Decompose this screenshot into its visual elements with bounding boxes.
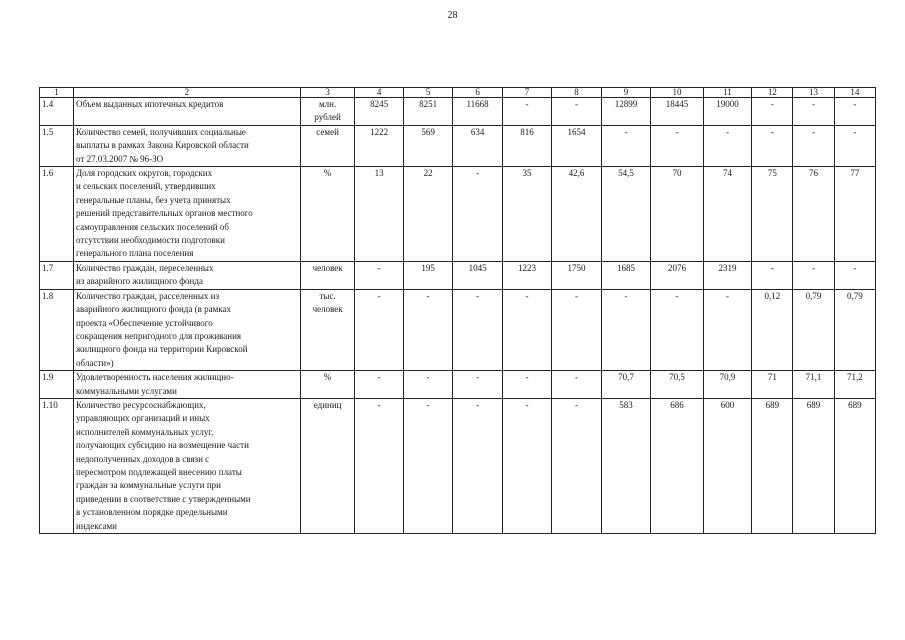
text-line: Удовлетворенность населения жилищно-	[76, 372, 234, 383]
value-cell: -	[552, 398, 601, 533]
column-number-13: 13	[793, 88, 834, 98]
value-cell: 18445	[651, 98, 704, 126]
value-cell: -	[703, 125, 751, 166]
text-line: самоуправления сельских поселений об	[76, 221, 229, 232]
value-cell: 1223	[502, 261, 551, 289]
value-cell: -	[355, 371, 403, 399]
value-cell: -	[793, 98, 834, 126]
value-cell: 2076	[651, 261, 704, 289]
text-line: из аварийного жилищного фонда	[76, 276, 203, 287]
text-line: Количество семей, получивших социальные	[76, 126, 246, 137]
table-row	[40, 261, 876, 289]
indicator-name	[74, 371, 301, 399]
text-line: %	[323, 168, 332, 179]
value-cell: 0,79	[793, 289, 834, 370]
value-cell: 22	[403, 167, 452, 262]
value-cell: 71,2	[834, 371, 875, 399]
value-cell: -	[453, 398, 502, 533]
table-row	[40, 167, 876, 262]
value-cell: -	[552, 98, 601, 126]
value-cell: -	[793, 261, 834, 289]
value-cell: 71,1	[793, 371, 834, 399]
value-cell: 77	[834, 167, 875, 262]
value-cell: 70,9	[703, 371, 751, 399]
value-cell: 2319	[703, 261, 751, 289]
value-cell: 1750	[552, 261, 601, 289]
value-cell: 35	[502, 167, 551, 262]
row-number: 1.7	[40, 261, 74, 289]
column-number-3: 3	[300, 88, 355, 98]
column-number-5: 5	[403, 88, 452, 98]
row-number: 1.10	[40, 398, 74, 533]
value-cell: -	[403, 371, 452, 399]
row-number: 1.6	[40, 167, 74, 262]
row-number: 1.9	[40, 371, 74, 399]
table-row	[40, 98, 876, 126]
indicator-name	[74, 98, 301, 126]
text-line: и сельских поселений, утвердивших	[76, 181, 216, 192]
value-cell: -	[651, 289, 704, 370]
text-line: граждан за коммунальные услуги при	[76, 480, 221, 491]
value-cell: 75	[752, 167, 793, 262]
value-cell: -	[834, 98, 875, 126]
value-cell: 74	[703, 167, 751, 262]
value-cell: -	[752, 98, 793, 126]
column-number-row	[40, 88, 876, 98]
text-line: жилищного фонда на территории Кировской	[76, 344, 248, 355]
table-body	[40, 88, 876, 534]
value-cell: 686	[651, 398, 704, 533]
column-number-8: 8	[552, 88, 601, 98]
text-line: генерального плана поселения	[76, 248, 194, 259]
value-cell: 76	[793, 167, 834, 262]
text-line: семей	[316, 126, 339, 137]
value-cell: 42,6	[552, 167, 601, 262]
text-line: исполнителей коммунальных услуг,	[76, 426, 214, 437]
text-line: коммунальными услугами	[76, 385, 177, 396]
indicator-name	[74, 289, 301, 370]
text-line: млн.	[318, 99, 337, 109]
text-line: в установленном порядке предельными	[76, 507, 228, 518]
unit-of-measure	[300, 261, 355, 289]
unit-of-measure	[300, 98, 355, 126]
value-cell: 70,5	[651, 371, 704, 399]
text-line: от 27.03.2007 № 96-ЗО	[76, 153, 164, 164]
value-cell: 1222	[355, 125, 403, 166]
text-line: проекта «Обеспечение устойчивого	[76, 317, 213, 328]
value-cell: 583	[601, 398, 650, 533]
value-cell: -	[752, 261, 793, 289]
value-cell: -	[601, 289, 650, 370]
table-row	[40, 398, 876, 533]
column-number-10: 10	[651, 88, 704, 98]
value-cell: 11668	[453, 98, 502, 126]
value-cell: -	[355, 289, 403, 370]
column-number-6: 6	[453, 88, 502, 98]
indicator-name	[74, 167, 301, 262]
value-cell: 569	[403, 125, 452, 166]
text-line: Количество граждан, расселенных из	[76, 290, 220, 301]
column-number-9: 9	[601, 88, 650, 98]
text-line: управляющих организаций и иных	[76, 413, 210, 424]
value-cell: -	[601, 125, 650, 166]
value-cell: -	[552, 289, 601, 370]
text-line: недополученных доходов в связи с	[76, 453, 210, 464]
column-number-11: 11	[703, 88, 751, 98]
row-number: 1.8	[40, 289, 74, 370]
value-cell: 0,79	[834, 289, 875, 370]
table-row	[40, 289, 876, 370]
text-line: человек	[312, 304, 343, 315]
text-line: аварийного жилищного фонда (в рамках	[76, 304, 231, 315]
value-cell: 71	[752, 371, 793, 399]
value-cell: -	[502, 371, 551, 399]
value-cell: -	[502, 398, 551, 533]
column-number-1: 1	[40, 88, 74, 98]
value-cell: 600	[703, 398, 751, 533]
text-line: человек	[312, 262, 343, 273]
value-cell: -	[355, 261, 403, 289]
value-cell: 13	[355, 167, 403, 262]
unit-of-measure	[300, 289, 355, 370]
value-cell: -	[403, 398, 452, 533]
text-line: отсутствии необходимости подготовки	[76, 235, 225, 246]
text-line: получающих субсидию на возмещение части	[76, 440, 249, 451]
value-cell: -	[552, 371, 601, 399]
value-cell: -	[502, 98, 551, 126]
value-cell: -	[834, 125, 875, 166]
value-cell: 70,7	[601, 371, 650, 399]
value-cell: -	[453, 371, 502, 399]
value-cell: 195	[403, 261, 452, 289]
value-cell: 689	[834, 398, 875, 533]
value-cell: 1045	[453, 261, 502, 289]
text-line: Количество ресурсоснабжающих,	[76, 399, 206, 410]
value-cell: 0,12	[752, 289, 793, 370]
indicator-name	[74, 398, 301, 533]
text-line: Доля городских округов, городских	[76, 168, 213, 179]
text-line: пересмотром подлежащей внесению платы	[76, 466, 242, 477]
value-cell: 70	[651, 167, 704, 262]
text-line: индексами	[76, 520, 117, 531]
row-number: 1.4	[40, 98, 74, 126]
text-line: %	[323, 372, 332, 383]
unit-of-measure	[300, 167, 355, 262]
unit-of-measure	[300, 398, 355, 533]
indicator-name	[74, 125, 301, 166]
indicators-table	[39, 87, 876, 534]
value-cell: -	[453, 289, 502, 370]
text-line: тыс.	[319, 290, 336, 301]
value-cell: -	[453, 167, 502, 262]
value-cell: 19000	[703, 98, 751, 126]
text-line: области»)	[76, 357, 114, 368]
value-cell: -	[793, 125, 834, 166]
value-cell: -	[651, 125, 704, 166]
table-row	[40, 371, 876, 399]
value-cell: 12899	[601, 98, 650, 126]
unit-of-measure	[300, 125, 355, 166]
indicator-name	[74, 261, 301, 289]
unit-of-measure	[300, 371, 355, 399]
text-line: сокращения непригодного для проживания	[76, 330, 242, 341]
value-cell: -	[403, 289, 452, 370]
page-number: 28	[447, 10, 458, 21]
column-number-12: 12	[752, 88, 793, 98]
value-cell: 1685	[601, 261, 650, 289]
text-line: приведении в соответствие с утвержденными	[76, 493, 251, 504]
table-row	[40, 125, 876, 166]
text-line: Объем выданных ипотечных кредитов	[76, 99, 224, 109]
column-number-4: 4	[355, 88, 403, 98]
text-line: рублей	[314, 112, 341, 123]
text-line: решений представительных органов местного	[76, 208, 253, 219]
value-cell: 1654	[552, 125, 601, 166]
value-cell: 8245	[355, 98, 403, 126]
text-line: Количество граждан, переселенных	[76, 262, 214, 273]
value-cell: 816	[502, 125, 551, 166]
text-line: единиц	[313, 399, 342, 410]
row-number: 1.5	[40, 125, 74, 166]
column-number-7: 7	[502, 88, 551, 98]
value-cell: -	[502, 289, 551, 370]
value-cell: -	[752, 125, 793, 166]
column-number-2: 2	[74, 88, 301, 98]
column-number-14: 14	[834, 88, 875, 98]
value-cell: -	[703, 289, 751, 370]
text-line: генеральные планы, без учета принятых	[76, 194, 231, 205]
text-line: выплаты в рамках Закона Кировской области	[76, 140, 249, 151]
value-cell: 54,5	[601, 167, 650, 262]
value-cell: 634	[453, 125, 502, 166]
value-cell: -	[355, 398, 403, 533]
value-cell: 689	[793, 398, 834, 533]
value-cell: -	[834, 261, 875, 289]
value-cell: 689	[752, 398, 793, 533]
value-cell: 8251	[403, 98, 452, 126]
